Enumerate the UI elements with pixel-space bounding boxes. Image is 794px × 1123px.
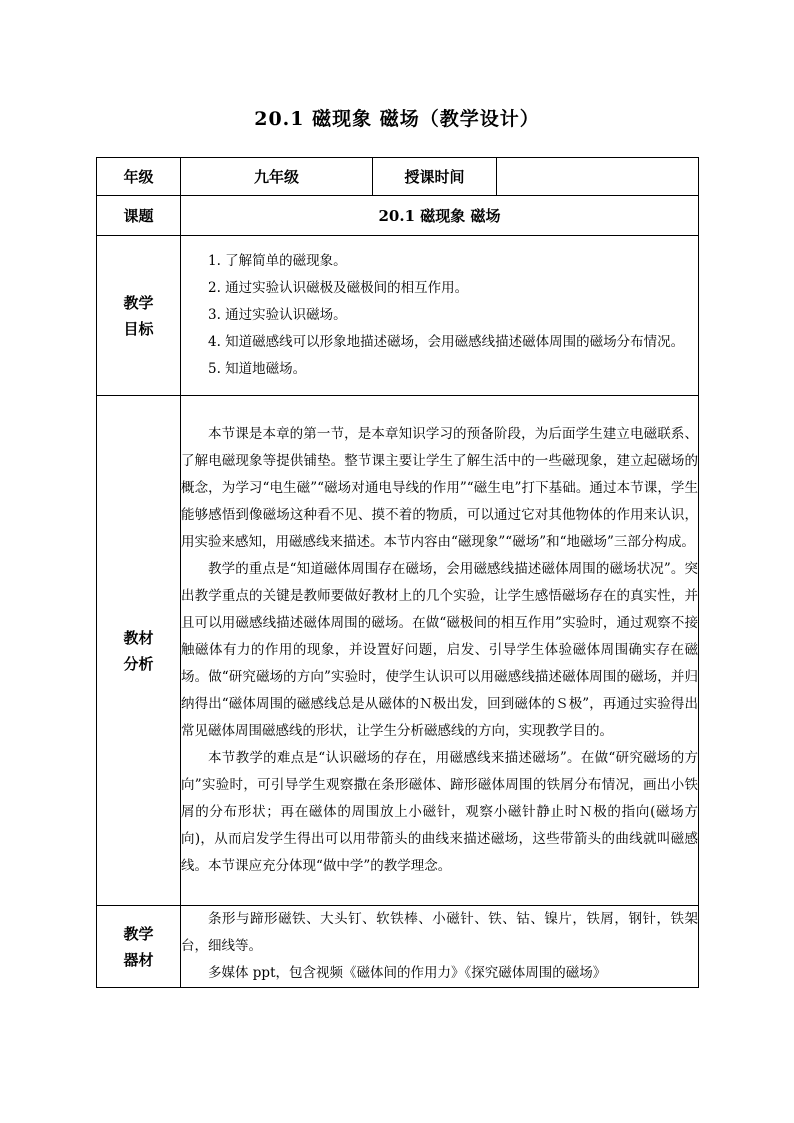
- row-grade: [97, 158, 699, 196]
- grade-label: 年级: [97, 158, 181, 196]
- row-goals: [97, 236, 699, 396]
- time-value: [497, 158, 699, 196]
- row-analysis: [97, 396, 699, 906]
- analysis-label: 教材 分析: [97, 396, 181, 906]
- materials-cell: [181, 906, 699, 988]
- row-topic: [97, 196, 699, 236]
- goals-cell: [181, 236, 699, 396]
- topic-value: 20.1 磁现象 磁场: [181, 196, 699, 236]
- grade-value: 九年级: [181, 158, 373, 196]
- goal-item: 2. 通过实验认识磁极及磁极间的相互作用。: [208, 280, 469, 296]
- goal-item: 3. 通过实验认识磁场。: [208, 307, 347, 323]
- goal-item: 1. 了解简单的磁现象。: [208, 253, 347, 269]
- goal-item: 5. 知道地磁场。: [208, 361, 307, 377]
- lesson-plan-table: [96, 157, 699, 988]
- row-materials: [97, 906, 699, 988]
- analysis-paragraph: 本节教学的难点是“认识磁场的存在，用磁感线来描述磁场”。在做“研究磁场的方向”实验时，可引导学生观察撒在条形磁体、蹄形磁体周围的铁屑分布情况，画出小铁屑的分布形状；再在磁体的周围放上小磁针，观察小磁针静止时Ｎ极的指向(磁场方向)，从而启发学生得出可以用带箭头的曲线来描述磁场，这些带箭头的曲线就叫磁感线。本节课应充分体现“做中学”的教学理念。: [181, 750, 698, 874]
- materials-paragraph: 多媒体 ppt，包含视频《磁体间的作用力》《探究磁体周围的磁场》: [208, 965, 607, 981]
- goal-item: 4. 知道磁感线可以形象地描述磁场，会用磁感线描述磁体周围的磁场分布情况。: [208, 334, 685, 350]
- document-title: 20.1 磁现象 磁场（教学设计）: [254, 108, 540, 130]
- goals-label: 教学 目标: [97, 236, 181, 396]
- topic-label: 课题: [97, 196, 181, 236]
- analysis-paragraph: 本节课是本章的第一节，是本章知识学习的预备阶段，为后面学生建立电磁联系、了解电磁现象等提供铺垫。整节课主要让学生了解生活中的一些磁现象，建立起磁场的概念，为学习“电生磁”“磁场对通电导线的作用”“磁生电”打下基础。通过本节课，学生能够感悟到像磁场这种看不见、摸不着的物质，可以通过它对其他物体的作用来认识，用实验来感知，用磁感线来描述。本节内容由“磁现象”“磁场”和“地磁场”三部分构成。: [181, 426, 698, 550]
- time-label: 授课时间: [373, 158, 497, 196]
- analysis-cell: [181, 396, 699, 906]
- analysis-paragraph: 教学的重点是“知道磁体周围存在磁场，会用磁感线描述磁体周围的磁场状况”。突出教学重点的关键是教师要做好教材上的几个实验，让学生感悟磁场存在的真实性，并且可以用磁感线描述磁体周围的磁场。在做“磁极间的相互作用”实验时，通过观察不接触磁体有力的作用的现象，并设置好问题，启发、引导学生体验磁体周围确实存在磁场。做“研究磁场的方向”实验时，使学生认识可以用磁感线描述磁体周围的磁场，并归纳得出“磁体周围的磁感线总是从磁体的Ｎ极出发，回到磁体的Ｓ极”，再通过实验得出常见磁体周围磁感线的形状，让学生分析磁感线的方向，实现教学目的。: [181, 561, 698, 739]
- materials-paragraph: 条形与蹄形磁铁、大头钉、软铁棒、小磁针、铁、钴、镍片，铁屑，钢针，铁架台，细线等。: [181, 911, 698, 954]
- materials-label: 教学 器材: [97, 906, 181, 988]
